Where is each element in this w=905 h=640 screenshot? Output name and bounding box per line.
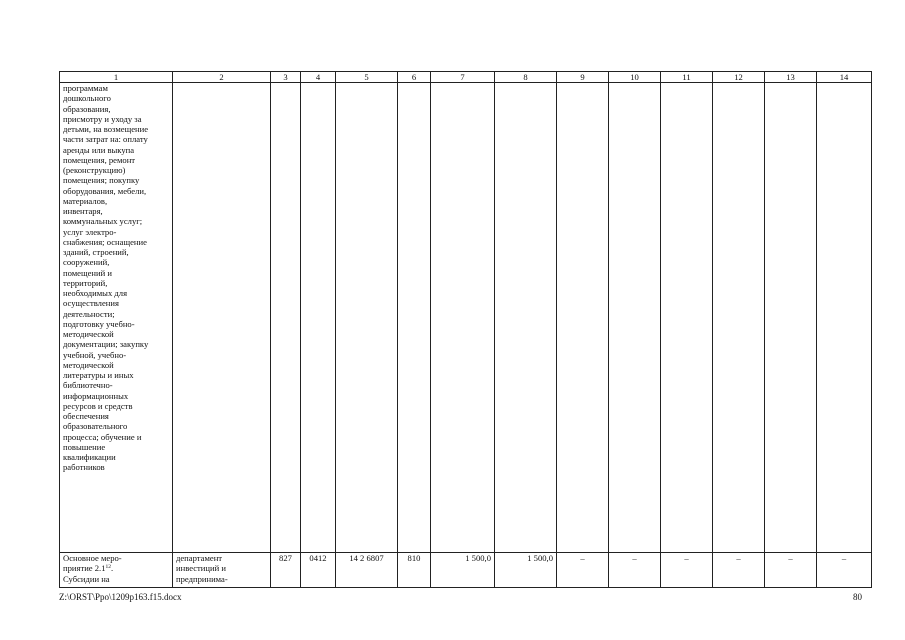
empty-cell [301,83,336,553]
code-4-cell: 0412 [301,553,336,588]
empty-cell [398,83,431,553]
column-number-7: 7 [431,72,495,83]
column-number-2: 2 [173,72,271,83]
empty-cell [173,83,271,553]
code-5-cell: 14 2 6807 [336,553,398,588]
event-name-cell [60,553,173,588]
empty-cell [765,83,817,553]
amount-7-cell: 1 500,0 [431,553,495,588]
amount-14-cell: – [817,553,872,588]
empty-cell [431,83,495,553]
page-footer [59,590,862,604]
page-number: 80 [853,592,862,602]
empty-cell [336,83,398,553]
table-row-continuation [60,83,872,553]
empty-cell [495,83,557,553]
column-number-3: 3 [271,72,301,83]
empty-cell [557,83,609,553]
column-number-9: 9 [557,72,609,83]
file-path: Z:\ORST\Ppo\1209p163.f15.docx [59,592,182,602]
column-number-10: 10 [609,72,661,83]
program-table [59,71,872,588]
document-table-region [59,71,862,588]
amount-13-cell: – [765,553,817,588]
executor-cell: департамент инвестиций и предпринима- [173,553,271,588]
column-number-13: 13 [765,72,817,83]
column-number-5: 5 [336,72,398,83]
amount-12-cell: – [713,553,765,588]
amount-10-cell: – [609,553,661,588]
empty-cell [271,83,301,553]
amount-9-cell: – [557,553,609,588]
empty-cell [609,83,661,553]
table-row-main-event [60,553,872,588]
empty-cell [661,83,713,553]
column-number-11: 11 [661,72,713,83]
code-6-cell: 810 [398,553,431,588]
event-name-text: Основное меро- приятие 2.1 [63,553,122,574]
table-header-row [60,72,872,83]
column-number-6: 6 [398,72,431,83]
column-number-12: 12 [713,72,765,83]
footnote-superscript: 12 [105,564,112,571]
continuation-description-cell: программам дошкольного образования, присмотру и уходу за детьми, на возмещение части затрат на: оплату аренды или выкупа помещения, ремонт (реконструкцию) помещения; покупку оборудования, мебели, материалов, инвентаря, коммунальных услуг; услуг электро- снабжения; оснащение зданий, строений, сооружений, помещений и территорий, необходимых для осуществления деятельности; подготовку учебно- методической документации; закупку учебной, учебно- методической литературы и иных библиотечно- информационных ресурсов и средств обеспечения образовательного процесса; обучение и повышение квалификации работников [60,83,173,553]
amount-8-cell: 1 500,0 [495,553,557,588]
column-number-4: 4 [301,72,336,83]
code-3-cell: 827 [271,553,301,588]
column-number-8: 8 [495,72,557,83]
empty-cell [817,83,872,553]
empty-cell [713,83,765,553]
column-number-1: 1 [60,72,173,83]
amount-11-cell: – [661,553,713,588]
column-number-14: 14 [817,72,872,83]
event-name-text-rest: . Субсидии на [63,563,114,584]
